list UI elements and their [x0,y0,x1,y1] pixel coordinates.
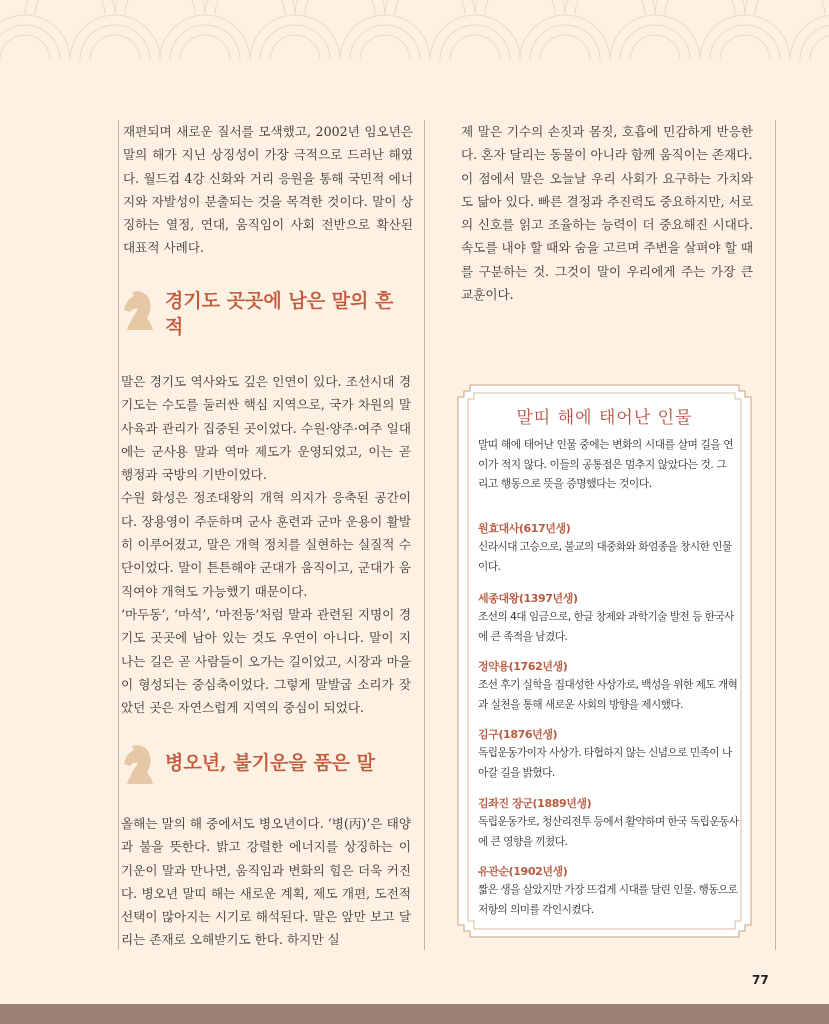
box-title: 말띠 해에 태어난 인물 [516,408,693,428]
person-entry [478,795,740,852]
right-paragraph-2: 이 점에서 말은 오늘날 우리 사회가 요구하는 가치와도 닮아 있다. 빠른 결정과 추진력도 중요하지만, 서로의 신호를 읽고 조율하는 능력이 더 중요해진 시대다. 속도를 내야 할 때와 숨을 고르며 주변을 살펴야 할 때를 구분하는 것. 그것이 말이 우리에게 주는 가장 큰 교훈이다. [461,170,753,303]
person-entry [478,590,740,647]
bottom-bar [0,1004,829,1024]
person-description: 짧은 생을 살았지만 가장 뜨겁게 시대를 달린 인물. 행동으로 저항의 의미를 각인시켰다. [478,884,738,916]
horse-chess-icon [119,288,159,332]
person-description: 조선 후기 실학을 집대성한 사상가로, 백성을 위한 제도 개혁과 실천을 통해 새로운 사회의 방향을 제시했다. [478,679,738,711]
right-paragraph-1: 제 말은 기수의 손짓과 몸짓, 호흡에 민감하게 반응한다. 혼자 달리는 동물이 아니라 함께 움직이는 존재다. [461,124,753,163]
horse-chess-icon [119,742,159,786]
people-sidebar-box [456,383,753,939]
section2-paragraph-1: 올해는 말의 해 중에서도 병오년이다. ‘병(丙)’은 태양과 불을 뜻한다. 밝고 강렬한 에너지를 상징하는 이 기운이 말과 만나면, 움직임과 변화의 힘은 더욱 커진다. 병오년 말띠 해는 새로운 계획, 제도 개편, 도전적 선택이 많아지는 시기로 해석된다. 말은 앞만 보고 달리는 존재로 오해받기도 한다. 하지만 실 [121,816,411,948]
person-name: 원효대사(617년생) [478,522,571,535]
left-column [118,120,411,950]
section-heading-traces [119,288,405,340]
intro-paragraph: 재편되며 새로운 질서를 모색했고, 2002년 임오년은 말의 해가 지닌 상징성이 가장 극적으로 드러난 해였다. 월드컵 4강 신화와 거리 응원을 통해 국민적 에너지와 자발성이 분출되는 것을 목격한 것이다. 말이 상징하는 열정, 연대, 움직임이 사회 전반으로 확산된 대표적 사례다. [123,124,413,256]
person-name: 김좌진 장군(1889년생) [478,797,592,810]
section1-title: 경기도 곳곳에 남은 말의 흔적 [165,290,394,338]
person-name: 유관순(1902년생) [478,865,568,878]
person-description: 독립운동가로, 청산리전투 등에서 활약하며 한국 독립운동사에 큰 영향을 끼쳤다. [478,816,739,848]
section1-paragraph-1: 말은 경기도 역사와도 깊은 인연이 있다. 조선시대 경기도는 수도를 둘러싼 핵심 지역으로, 국가 차원의 말 사육과 관리가 집중된 곳이었다. 수원·양주·여주 일대에는 군사용 말과 역마 제도가 운영되었고, 이는 곧 행정과 국방의 기반이었다. [121,374,411,483]
section2-title: 병오년, 불기운을 품은 말 [165,752,375,774]
box-intro: 말띠 해에 태어난 인물 중에는 변화의 시대를 살며 길을 연 이가 적지 않다. 이들의 공통점은 멈추지 않았다는 것. 그리고 행동으로 뜻을 증명했다는 것이다. [478,438,734,490]
section1-paragraph-2: 수원 화성은 정조대왕의 개혁 의지가 응축된 공간이다. 장용영이 주둔하며 군사 훈련과 군마 운용이 활발히 이루어졌고, 말은 개혁 정치를 실현하는 실질적 수단이었다. 말이 튼튼해야 군대가 움직이고, 군대가 움직여야 개혁도 가능했기 때문이다. [121,490,411,599]
person-entry [478,658,740,715]
page-number: 77 [752,973,769,987]
person-name: 김구(1876년생) [478,728,558,741]
person-entry [478,726,740,783]
person-entry [478,863,740,920]
person-name: 정약용(1762년생) [478,660,568,673]
person-name: 세종대왕(1397년생) [478,592,578,605]
section1-paragraph-3: ‘마두동’, ‘마석’, ‘마전동’처럼 말과 관련된 지명이 경기도 곳곳에 남아 있는 것도 우연이 아니다. 말이 지나는 길은 곧 사람들이 오가는 길이었고, 시장과 마을이 형성되는 중심축이었다. 그렇게 말발굽 소리가 잦았던 곳은 자연스럽게 지역의 중심이 되었다. [121,606,411,716]
wave-pattern-decoration [0,0,829,70]
person-description: 독립운동가이자 사상가. 타협하지 않는 신념으로 민족이 나아갈 길을 밝혔다. [478,747,732,779]
person-description: 신라시대 고승으로, 불교의 대중화와 화엄종을 창시한 인물이다. [478,541,732,573]
person-entry [478,520,740,577]
section-heading-byeong-o [119,742,415,786]
person-description: 조선의 4대 임금으로, 한글 창제와 과학기술 발전 등 한국사에 큰 족적을 남겼다. [478,611,734,643]
